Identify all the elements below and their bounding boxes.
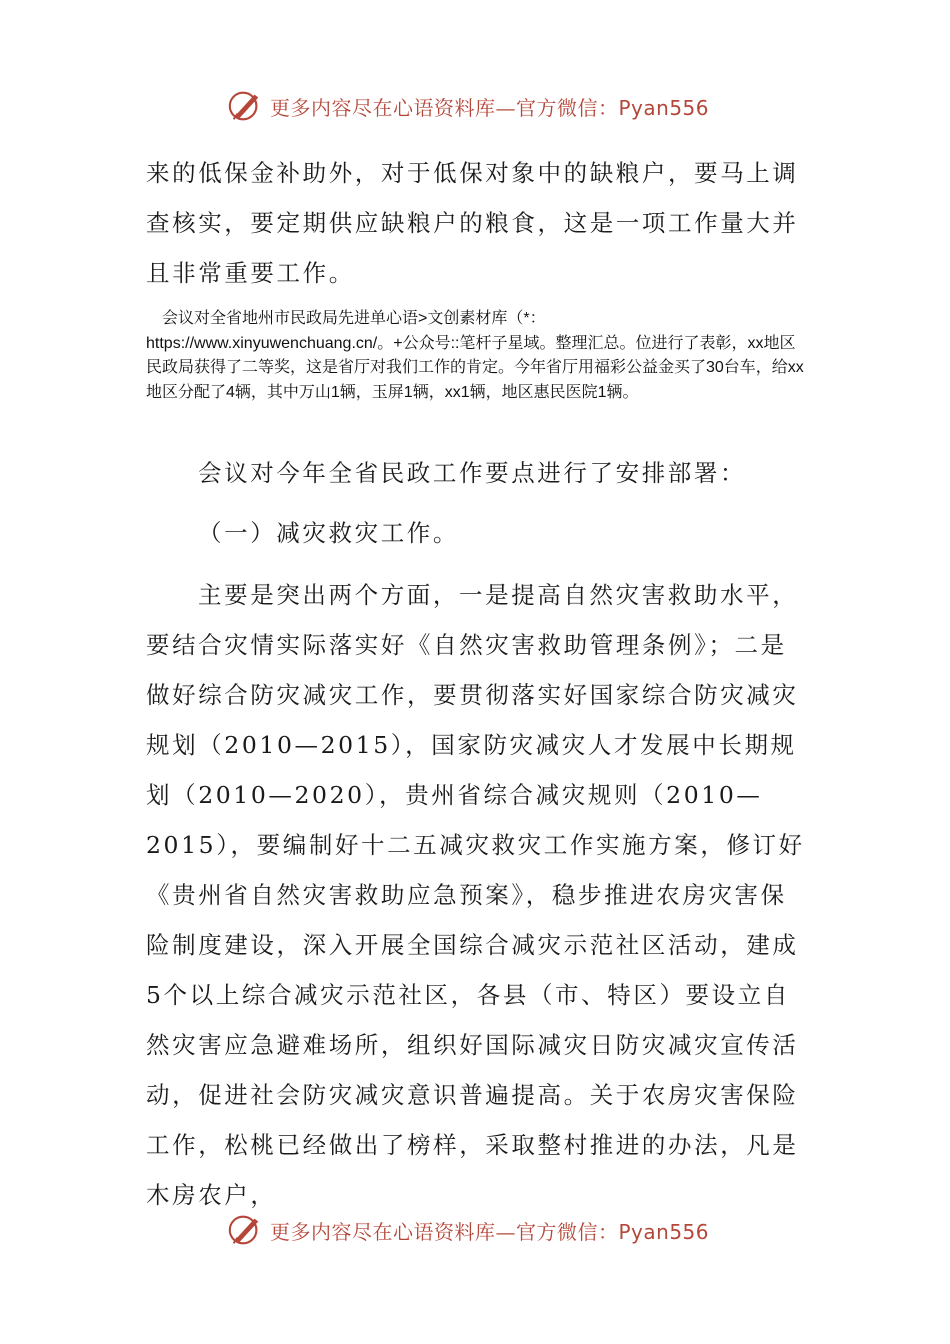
- banner-text: [270, 1216, 709, 1245]
- pen-logo-icon: [226, 1211, 264, 1249]
- banner-account: Pyan556: [618, 1219, 710, 1244]
- banner-text: [270, 92, 709, 121]
- inserted-note-line1: 会议对全省地州市民政局先进单心语>文创素材库（*：: [162, 310, 546, 327]
- banner-main: 更多内容尽在心语资料库: [270, 95, 496, 120]
- banner-dash: —: [495, 1219, 516, 1244]
- inserted-note: [146, 307, 806, 405]
- inserted-note-line2: https://www.xinyuwenchuang.cn/。+公众号::笔杆子星域。整理汇总。位进行了表彰，xx地区民政局获得了二等奖，这是省厅对我们工作的肯定。今年省厅用福彩公益金买了30台车，给xx地区分配了4辆，其中万山1辆，玉屏1辆，xx1辆，地区惠民医院1辆。: [146, 334, 804, 401]
- paragraph-2: [146, 448, 806, 498]
- banner-dash: —: [495, 95, 516, 120]
- banner-official: 官方微信：: [516, 1219, 619, 1244]
- pen-logo-icon: [226, 87, 264, 125]
- paragraph-main-text: 主要是突出两个方面，一是提高自然灾害救助水平，要结合灾情实际落实好《自然灾害救助管理条例》；二是做好综合防灾减灾工作，要贯彻落实好国家综合防灾减灾规划（2010—2015），国家防灾减灾人才发展中长期规划（2010—2020），贵州省综合减灾规则（2010—2015），要编制好十二五减灾救灾工作实施方案，修订好《贵州省自然灾害救助应急预案》，稳步推进农房灾害保险制度建设，深入开展全国综合减灾示范社区活动，建成5个以上综合减灾示范社区，各县（市、特区）要设立自然灾害应急避难场所，组织好国际减灾日防灾减灾宣传活动，促进社会防灾减灾意识普遍提高。关于农房灾害保险工作，松桃已经做出了榜样，采取整村推进的办法，凡是木房农户，: [146, 581, 805, 1209]
- paragraph-2-text: 会议对今年全省民政工作要点进行了安排部署：: [198, 459, 747, 487]
- banner-account: Pyan556: [618, 95, 710, 120]
- banner-official: 官方微信：: [516, 95, 619, 120]
- header-banner: [226, 86, 709, 126]
- section-heading: [146, 508, 806, 558]
- section-heading-text: （一）减灾救灾工作。: [198, 519, 459, 547]
- paragraph-1: 来的低保金补助外，对于低保对象中的缺粮户，要马上调查核实，要定期供应缺粮户的粮食，这是一项工作量大并且非常重要工作。: [146, 159, 799, 287]
- banner-main: 更多内容尽在心语资料库: [270, 1219, 496, 1244]
- paragraph-main: [146, 570, 806, 1220]
- footer-banner: [226, 1210, 709, 1250]
